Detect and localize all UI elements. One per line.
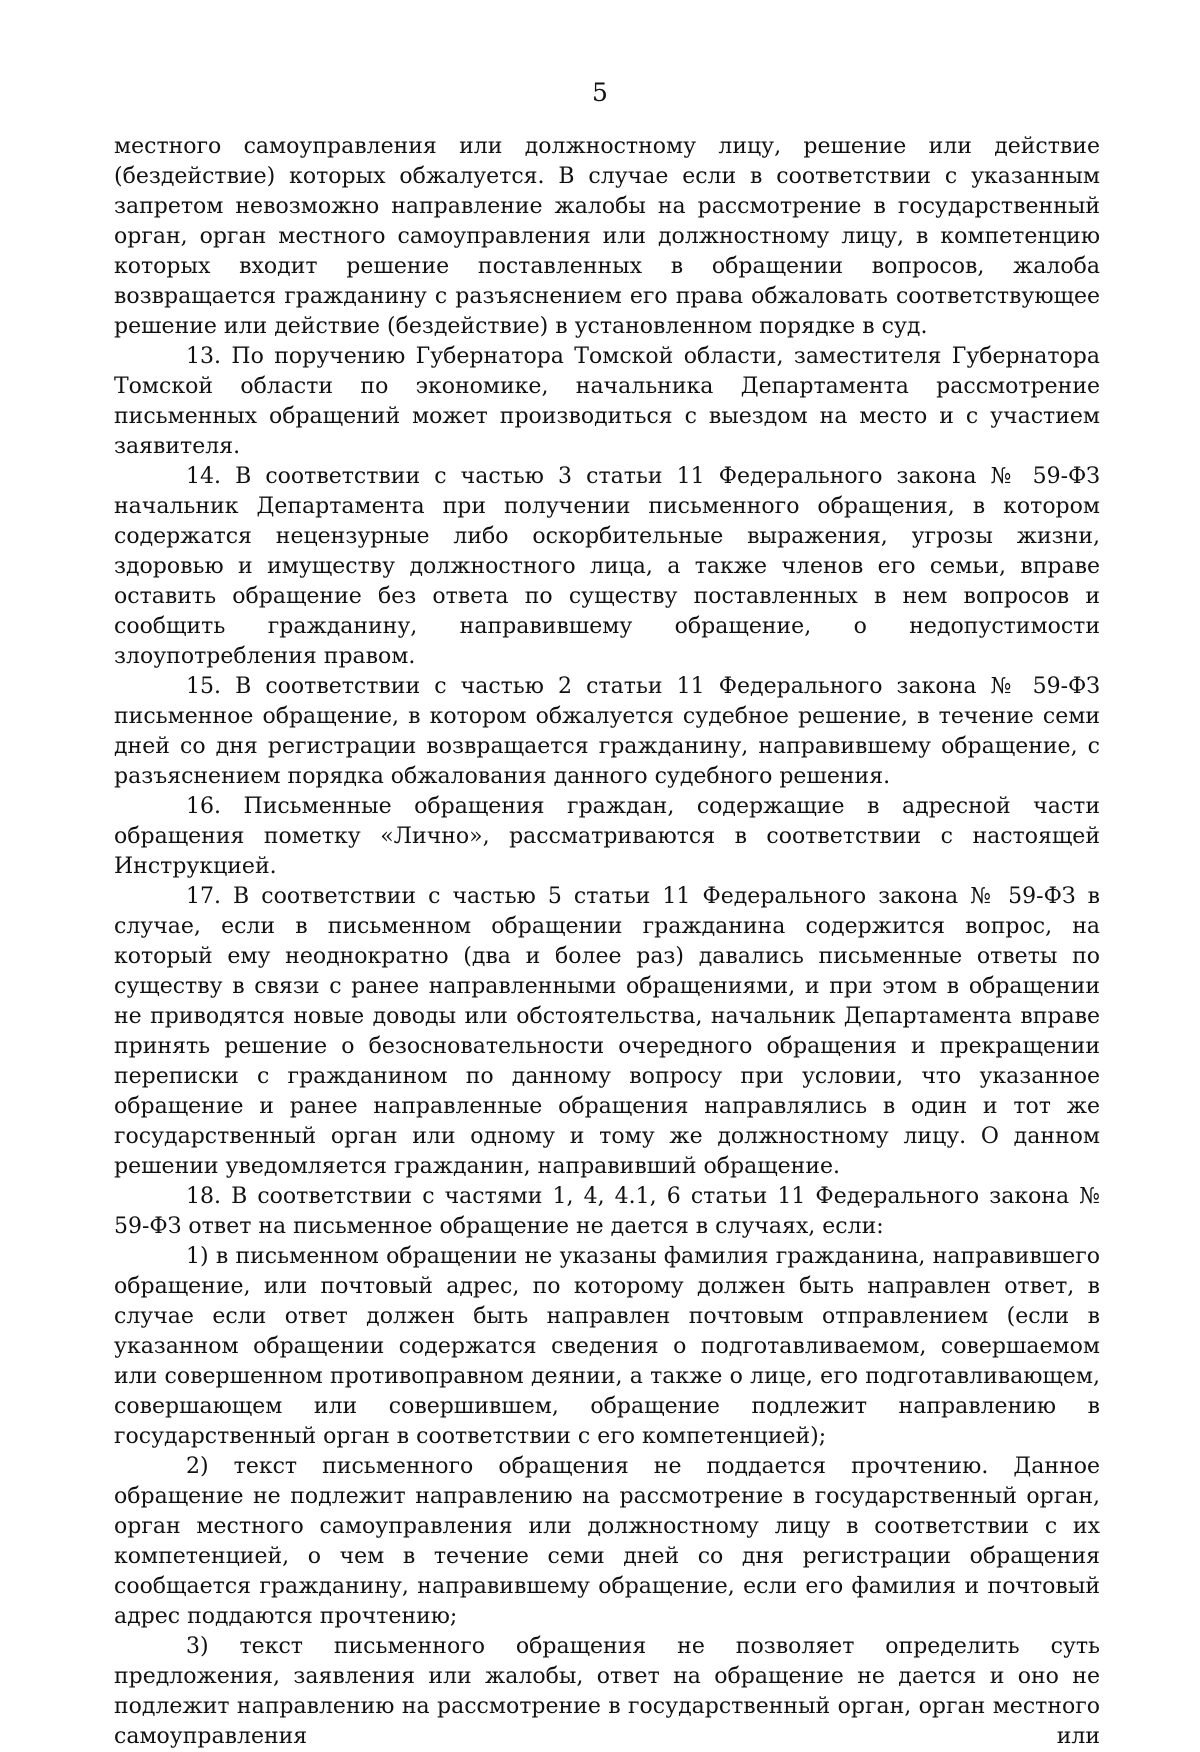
list-item-2: 2) текст письменного обращения не поддается прочтению. Данное обращение не подлежит направлению на рассмотрение в государственный орган, орган местного самоуправления или должностному лицу в соответствии с их компетенцией, о чем в течение семи дней со дня регистрации обращения сообщается гражданину, направившему обращение, если его фамилия и почтовый адрес поддаются прочтению; [114, 1454, 1100, 1629]
paragraph-18: 18. В соответствии с частями 1, 4, 4.1, 6 статьи 11 Федерального закона № 59-ФЗ ответ на письменное обращение не дается в случаях, если: [114, 1184, 1100, 1239]
list-item-3: 3) текст письменного обращения не позволяет определить суть предложения, заявления или жалобы, ответ на обращение не дается и оно не подлежит направлению на рассмотрение в государственный орган, орган местного самоуправления или [114, 1634, 1100, 1749]
document-body [114, 132, 1100, 1752]
paragraph-continuation: местного самоуправления или должностному лицу, решение или действие (бездействие) которых обжалуется. В случае если в соответствии с указанным запретом невозможно направление жалобы на рассмотрение в государственный орган, орган местного самоуправления или должностному лицу, в компетенцию которых входит решение поставленных в обращении вопросов, жалоба возвращается гражданину с разъяснением его права обжаловать соответствующее решение или действие (бездействие) в установленном порядке в суд. [114, 134, 1100, 339]
paragraph-14: 14. В соответствии с частью 3 статьи 11 Федерального закона № 59-ФЗ начальник Департамента при получении письменного обращения, в котором содержатся нецензурные либо оскорбительные выражения, угрозы жизни, здоровью и имуществу должностного лица, а также членов его семьи, вправе оставить обращение без ответа по существу поставленных в нем вопросов и сообщить гражданину, направившему обращение, о недопустимости злоупотребления правом. [114, 464, 1100, 669]
paragraph-16: 16. Письменные обращения граждан, содержащие в адресной части обращения пометку «Лично», рассматриваются в соответствии с настоящей Инструкцией. [114, 794, 1100, 879]
paragraph-13: 13. По поручению Губернатора Томской области, заместителя Губернатора Томской области по экономике, начальника Департамента рассмотрение письменных обращений может производиться с выездом на место и с участием заявителя. [114, 344, 1100, 459]
paragraph-17: 17. В соответствии с частью 5 статьи 11 Федерального закона № 59-ФЗ в случае, если в письменном обращении гражданина содержится вопрос, на который ему неоднократно (два и более раз) давались письменные ответы по существу в связи с ранее направленными обращениями, и при этом в обращении не приводятся новые доводы или обстоятельства, начальник Департамента вправе принять решение о безосновательности очередного обращения и прекращении переписки с гражданином по данному вопросу при условии, что указанное обращение и ранее направленные обращения направлялись в один и тот же государственный орган или одному и тому же должностному лицу. О данном решении уведомляется гражданин, направивший обращение. [114, 884, 1100, 1179]
list-item-1: 1) в письменном обращении не указаны фамилия гражданина, направившего обращение, или почтовый адрес, по которому должен быть направлен ответ, в случае если ответ должен быть направлен почтовым отправлением (если в указанном обращении содержатся сведения о подготавливаемом, совершаемом или совершенном противоправном деянии, а также о лице, его подготавливающем, совершающем или совершившем, обращение подлежит направлению в государственный орган в соответствии с его компетенцией); [114, 1244, 1100, 1449]
paragraph-15: 15. В соответствии с частью 2 статьи 11 Федерального закона № 59-ФЗ письменное обращение, в котором обжалуется судебное решение, в течение семи дней со дня регистрации возвращается гражданину, направившему обращение, с разъяснением порядка обжалования данного судебного решения. [114, 674, 1100, 789]
page-number: 5 [592, 78, 608, 107]
